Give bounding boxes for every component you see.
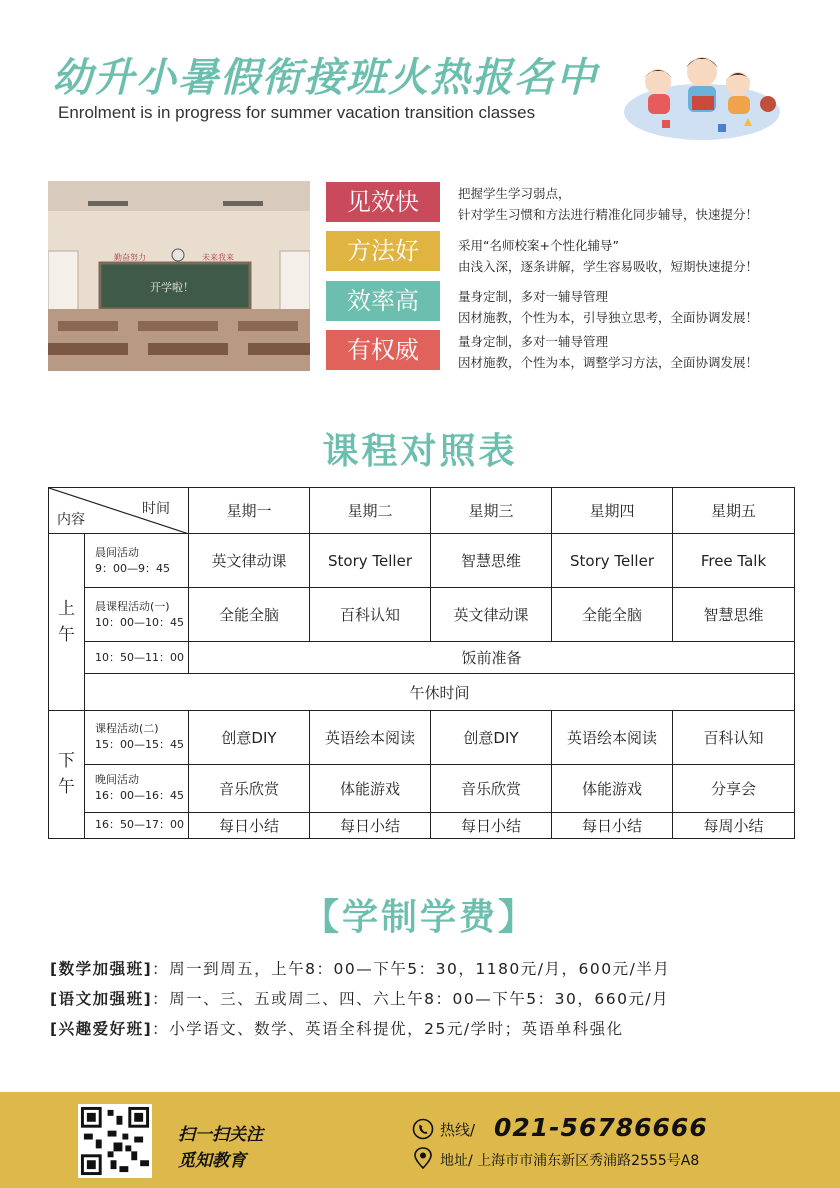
qr-code-icon[interactable] (78, 1104, 152, 1178)
time-slot-cell (85, 534, 189, 588)
fee-item-math (50, 957, 670, 979)
morning-label: 上 午 (49, 534, 85, 710)
course-cell: Story Teller (310, 534, 431, 588)
day-header: 星期四 (552, 488, 673, 534)
feature-desc-line: 量身定制，多对一辅导管理 (458, 334, 609, 349)
corner-time-label: 时间 (142, 501, 170, 517)
feature-desc-method (458, 235, 758, 277)
feature-tag-fast: 见效快 (326, 182, 440, 222)
brand-name: 觅知教育 (178, 1151, 246, 1171)
afternoon-label: 下 午 (49, 710, 85, 838)
table-row (49, 588, 795, 642)
fee-label: [兴趣爱好班] (50, 1020, 153, 1038)
fee-label: [数学加强班] (50, 960, 153, 978)
time-slot-cell: 10：50—11：00 (85, 642, 189, 674)
course-cell: 全能全脑 (189, 588, 310, 642)
fee-text: ：小学语文、数学、英语全科提优，25元/学时；英语单科强化 (152, 1020, 624, 1038)
feature-desc-line: 把握学生学习弱点， (458, 186, 571, 201)
scan-follow-text: 扫一扫关注 (178, 1125, 263, 1145)
course-cell: 英文律动课 (189, 534, 310, 588)
table-row (49, 534, 795, 588)
course-cell: 英文律动课 (431, 588, 552, 642)
schedule-title: 课程对照表 (322, 431, 518, 472)
time-slot-cell (85, 764, 189, 812)
course-cell: 每日小结 (552, 812, 673, 838)
course-cell: Free Talk (673, 534, 795, 588)
feature-tag-efficiency: 效率高 (326, 281, 440, 321)
banner-right-text: 未来我来 (202, 253, 234, 262)
table-row (49, 812, 795, 838)
course-cell: 创意DIY (431, 710, 552, 764)
table-header-row (49, 488, 795, 534)
slot-name: 晨课程活动(一) (95, 599, 170, 613)
fee-item-interest (50, 1017, 624, 1039)
span-cell-meal: 饭前准备 (189, 642, 795, 674)
course-cell: 每日小结 (189, 812, 310, 838)
day-header: 星期二 (310, 488, 431, 534)
feature-desc-authority (458, 331, 758, 373)
phone-icon (412, 1118, 434, 1140)
course-cell: 智慧思维 (431, 534, 552, 588)
location-pin-icon (413, 1147, 433, 1169)
table-row (49, 764, 795, 812)
course-cell: 分享会 (673, 764, 795, 812)
classroom-illustration (48, 181, 310, 371)
course-cell: 每日小结 (431, 812, 552, 838)
fee-label: [语文加强班] (50, 990, 153, 1008)
address-text: 地址/ 上海市市浦东新区秀浦路2555号A8 (440, 1153, 700, 1169)
fee-item-chinese (50, 987, 669, 1009)
day-header: 星期三 (431, 488, 552, 534)
course-cell: 智慧思维 (673, 588, 795, 642)
table-row (49, 710, 795, 764)
feature-tag-authority: 有权威 (326, 330, 440, 370)
feature-desc-fast (458, 183, 758, 225)
day-header: 星期一 (189, 488, 310, 534)
course-cell: 每日小结 (310, 812, 431, 838)
page-subtitle: Enrolment is in progress for summer vacation transition classes (58, 103, 536, 122)
slot-time: 15：00—15：45 (95, 738, 184, 752)
slot-name: 课程活动(二) (95, 722, 159, 736)
fee-text: ：周一到周五，上午8：00—下午5：30，1180元/月，600元/半月 (152, 960, 671, 978)
course-cell: 百科认知 (310, 588, 431, 642)
page-title: 幼升小暑假衔接班火热报名中 (52, 55, 598, 101)
course-cell: 体能游戏 (310, 764, 431, 812)
schedule-table (48, 487, 795, 839)
course-cell: 百科认知 (673, 710, 795, 764)
course-cell: 体能游戏 (552, 764, 673, 812)
course-cell: 音乐欣赏 (431, 764, 552, 812)
time-slot-cell: 16：50—17：00 (85, 812, 189, 838)
table-row (49, 642, 795, 674)
slot-time: 16：00—16：45 (95, 789, 184, 803)
course-cell: 创意DIY (189, 710, 310, 764)
feature-desc-line: 采用“名师校案+个性化辅导” (458, 238, 619, 253)
day-header: 星期五 (673, 488, 795, 534)
table-row (49, 674, 795, 710)
feature-desc-line: 量身定制，多对一辅导管理 (458, 289, 609, 304)
course-cell: Story Teller (552, 534, 673, 588)
course-cell: 英语绘本阅读 (552, 710, 673, 764)
time-slot-cell (85, 588, 189, 642)
corner-content-label: 内容 (57, 512, 85, 529)
course-cell: 全能全脑 (552, 588, 673, 642)
fees-title: 【学制学费】 (302, 897, 537, 938)
feature-desc-line: 由浅入深，逐条讲解，学生容易吸收，短期快速提分！ (458, 259, 759, 274)
course-cell: 每周小结 (673, 812, 795, 838)
feature-desc-efficiency (458, 286, 758, 328)
course-cell: 音乐欣赏 (189, 764, 310, 812)
course-cell: 英语绘本阅读 (310, 710, 431, 764)
feature-desc-line: 因材施教，个性为本，调整学习方法，全面协调发展！ (458, 355, 759, 370)
feature-desc-line: 因材施教，个性为本，引导独立思考，全面协调发展！ (458, 310, 759, 325)
span-cell-nap: 午休时间 (85, 674, 795, 710)
slot-time: 10：00—10：45 (95, 615, 184, 629)
blackboard-text: 开学啦！ (150, 281, 194, 294)
banner-left-text: 勤奋努力 (114, 253, 146, 262)
fee-text: ：周一、三、五或周二、四、六上午8：00—下午5：30，660元/月 (152, 990, 670, 1008)
corner-cell (49, 488, 189, 534)
hotline-number[interactable]: 021-56786666 (494, 1113, 708, 1142)
hotline-label: 热线/ (440, 1121, 476, 1139)
children-reading-illustration (622, 34, 782, 142)
time-slot-cell (85, 710, 189, 764)
feature-tag-method: 方法好 (326, 231, 440, 271)
slot-name: 晚间活动 (95, 773, 139, 787)
slot-time: 9：00—9：45 (95, 561, 170, 575)
feature-desc-line: 针对学生习惯和方法进行精准化同步辅导，快速提分！ (458, 207, 759, 222)
slot-name: 晨间活动 (95, 545, 139, 559)
